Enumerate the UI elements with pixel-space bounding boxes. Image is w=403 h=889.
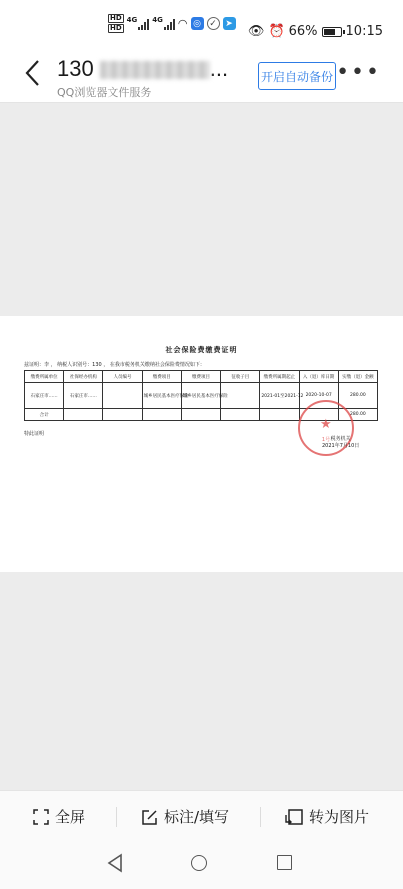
sign-org: 税务机关: [330, 436, 351, 442]
wifi-icon: ◠: [177, 17, 188, 30]
table-cell: [103, 383, 142, 409]
file-title-ellipsis: ...: [209, 56, 229, 81]
table-cell: 280.00: [338, 383, 377, 409]
annotate-label: 标注/填写: [164, 808, 230, 826]
status-bar-left: [108, 14, 236, 33]
network-type: 4G: [126, 15, 138, 24]
convert-image-label: 转为图片: [309, 808, 370, 826]
table-cell: 城乡居民基本医疗保险: [142, 383, 181, 409]
table-cell: 石家庄市……: [64, 383, 103, 409]
clock: 10:15: [345, 24, 383, 39]
table-header: 社保经办机构: [64, 371, 103, 383]
table-header: 入（退）库日期: [299, 371, 338, 383]
table-cell: 2020-10-07: [299, 383, 338, 409]
nav-back-icon[interactable]: [107, 854, 123, 872]
nav-recents-icon[interactable]: [277, 855, 292, 870]
status-bar: [0, 0, 403, 40]
hd-badge: HD: [110, 24, 122, 32]
convert-image-icon: [285, 809, 303, 825]
edit-icon: [142, 809, 158, 825]
fullscreen-icon: [33, 809, 49, 825]
signal-icon: [138, 18, 149, 30]
battery-icon: [322, 27, 342, 37]
auto-backup-button[interactable]: 开启自动备份: [258, 62, 336, 90]
hd-indicators: [108, 14, 124, 33]
check-icon: ✓: [207, 17, 220, 30]
sign-date: 2021年7月10日: [322, 443, 360, 449]
redacted-number: [100, 61, 210, 79]
document-footer: 特此证明: [24, 431, 45, 437]
document-viewer[interactable]: [0, 103, 403, 790]
table-cell: [142, 409, 181, 421]
fullscreen-button[interactable]: [33, 806, 85, 827]
table-header: 缴费所属期起止: [260, 371, 299, 383]
table-header-row: [25, 371, 378, 383]
document-page: [0, 316, 403, 572]
table-header: 缴费所属单位: [25, 371, 64, 383]
system-nav-bar: [0, 840, 403, 889]
table-cell: [64, 409, 103, 421]
bottom-toolbar: [0, 790, 403, 841]
file-title: [57, 56, 228, 82]
table-cell: [181, 409, 220, 421]
document-info: 兹证明：李 ， 纳税人识别号：130 ， 在我市税务机关缴纳社会保险费情况如下：: [24, 362, 205, 368]
table-cell: 280.00: [338, 409, 377, 421]
table-cell: [221, 409, 260, 421]
table-cell: [103, 409, 142, 421]
hd-badge: HD: [110, 14, 122, 22]
nav-home-icon[interactable]: [191, 855, 207, 871]
table-cell: [260, 409, 299, 421]
browser-app-icon: ◎: [191, 17, 204, 30]
signal-icon: [164, 18, 175, 30]
annotate-button[interactable]: [142, 806, 229, 827]
table-cell: 城乡居民基本医疗保险: [181, 383, 220, 409]
alarm-icon: ⏰: [268, 24, 285, 39]
table-header: 实缴（退）金额: [338, 371, 377, 383]
network-type: 4G: [152, 15, 163, 24]
table-header: 缴费项目: [142, 371, 181, 383]
table-header: 人员编号: [103, 371, 142, 383]
status-bar-right: [248, 24, 383, 39]
table-cell: 合计: [25, 409, 64, 421]
toolbar-divider: [116, 807, 117, 827]
table-cell: 2021-01至2021-12: [260, 383, 299, 409]
document-signature: [322, 436, 359, 450]
fullscreen-label: 全屏: [55, 808, 86, 826]
back-arrow-icon[interactable]: [22, 58, 44, 88]
toolbar-divider: [260, 807, 261, 827]
more-menu-icon[interactable]: •••: [336, 60, 381, 85]
file-subtitle: QQ浏览器文件服务: [57, 86, 152, 99]
table-header: 征收子目: [221, 371, 260, 383]
document-title: 社会保险费缴费证明: [165, 345, 238, 354]
file-title-prefix: 130: [57, 56, 94, 81]
eye-icon: 👁: [247, 24, 265, 39]
table-cell: 石家庄市……: [25, 383, 64, 409]
convert-image-button[interactable]: [285, 806, 369, 827]
send-app-icon: ➤: [223, 17, 236, 30]
seal-text: ★ 1号: [321, 437, 331, 443]
app-header: [0, 42, 403, 103]
battery-percent: 66%: [288, 24, 318, 39]
table-header: 缴费项目: [181, 371, 220, 383]
